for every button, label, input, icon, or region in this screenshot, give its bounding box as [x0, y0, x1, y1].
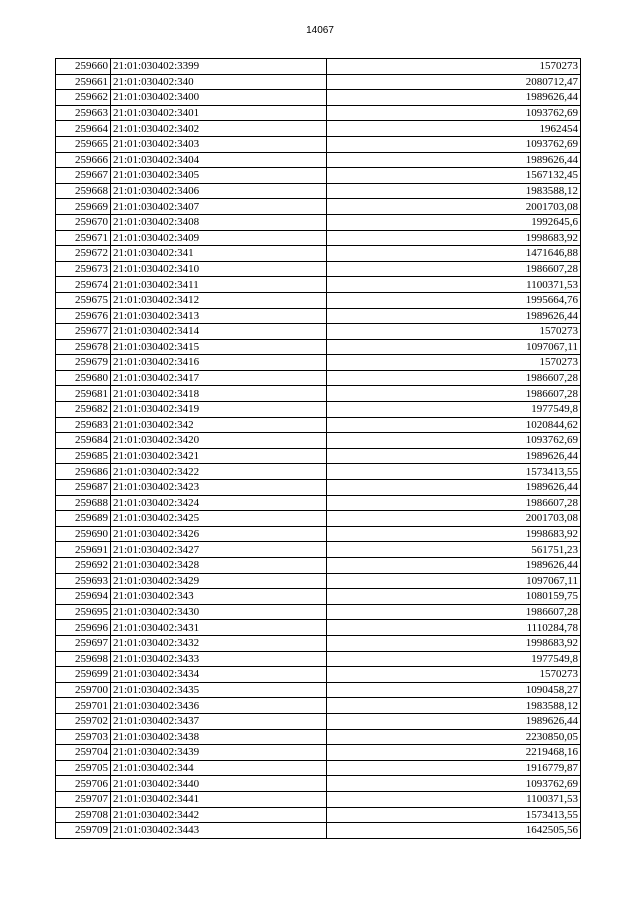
table-row — [56, 667, 581, 683]
cadastral-number-cell: 21:01:030402:3414 — [111, 324, 327, 340]
table-row — [56, 651, 581, 667]
row-id-cell: 259664 — [56, 121, 111, 137]
cadastral-number-cell: 21:01:030402:3436 — [111, 698, 327, 714]
cadastral-value-cell: 1977549,8 — [327, 402, 581, 418]
row-id-cell: 259704 — [56, 745, 111, 761]
cadastral-value-cell: 1995664,76 — [327, 292, 581, 308]
cadastral-number-cell: 21:01:030402:3430 — [111, 604, 327, 620]
row-id-cell: 259660 — [56, 59, 111, 75]
row-id-cell: 259668 — [56, 183, 111, 199]
cadastral-value-cell: 1977549,8 — [327, 651, 581, 667]
cadastral-value-cell: 1093762,69 — [327, 776, 581, 792]
table-row — [56, 90, 581, 106]
table-row — [56, 386, 581, 402]
cadastral-value-cell: 1983588,12 — [327, 183, 581, 199]
cadastral-value-cell: 2001703,08 — [327, 199, 581, 215]
cadastral-number-cell: 21:01:030402:340 — [111, 74, 327, 90]
cadastral-number-cell: 21:01:030402:3443 — [111, 823, 327, 839]
cadastral-value-cell: 1090458,27 — [327, 682, 581, 698]
cadastral-number-cell: 21:01:030402:3439 — [111, 745, 327, 761]
cadastral-value-cell: 1992645,6 — [327, 214, 581, 230]
cadastral-number-cell: 21:01:030402:3404 — [111, 152, 327, 168]
cadastral-value-cell: 1983588,12 — [327, 698, 581, 714]
cadastral-number-cell: 21:01:030402:3410 — [111, 261, 327, 277]
cadastral-value-cell: 1570273 — [327, 355, 581, 371]
row-id-cell: 259663 — [56, 105, 111, 121]
row-id-cell: 259672 — [56, 246, 111, 262]
cadastral-number-cell: 21:01:030402:3421 — [111, 448, 327, 464]
cadastral-number-cell: 21:01:030402:3429 — [111, 573, 327, 589]
row-id-cell: 259677 — [56, 324, 111, 340]
row-id-cell: 259709 — [56, 823, 111, 839]
table-row — [56, 355, 581, 371]
row-id-cell: 259682 — [56, 402, 111, 418]
cadastral-value-cell: 1567132,45 — [327, 168, 581, 184]
table-row — [56, 199, 581, 215]
row-id-cell: 259695 — [56, 604, 111, 620]
cadastral-value-cell: 1573413,55 — [327, 464, 581, 480]
cadastral-number-cell: 21:01:030402:3405 — [111, 168, 327, 184]
table-row — [56, 183, 581, 199]
table-row — [56, 745, 581, 761]
row-id-cell: 259675 — [56, 292, 111, 308]
table-row — [56, 214, 581, 230]
cadastral-value-cell: 1093762,69 — [327, 105, 581, 121]
cadastral-number-cell: 21:01:030402:3418 — [111, 386, 327, 402]
table-row — [56, 370, 581, 386]
cadastral-value-cell: 1100371,53 — [327, 791, 581, 807]
cadastral-number-cell: 21:01:030402:3425 — [111, 511, 327, 527]
row-id-cell: 259686 — [56, 464, 111, 480]
table-row — [56, 729, 581, 745]
row-id-cell: 259661 — [56, 74, 111, 90]
table-row — [56, 791, 581, 807]
cadastral-number-cell: 21:01:030402:3433 — [111, 651, 327, 667]
table-row — [56, 589, 581, 605]
table-row — [56, 277, 581, 293]
table-row — [56, 417, 581, 433]
cadastral-number-cell: 21:01:030402:3408 — [111, 214, 327, 230]
cadastral-number-cell: 21:01:030402:3426 — [111, 526, 327, 542]
cadastral-number-cell: 21:01:030402:3442 — [111, 807, 327, 823]
table-row — [56, 402, 581, 418]
row-id-cell: 259676 — [56, 308, 111, 324]
cadastral-number-cell: 21:01:030402:3441 — [111, 791, 327, 807]
table-row — [56, 433, 581, 449]
cadastral-value-cell: 1998683,92 — [327, 526, 581, 542]
cadastral-value-cell: 1097067,11 — [327, 573, 581, 589]
table-row — [56, 573, 581, 589]
table-row — [56, 105, 581, 121]
row-id-cell: 259683 — [56, 417, 111, 433]
table-row — [56, 448, 581, 464]
cadastral-value-cell: 1986607,28 — [327, 261, 581, 277]
row-id-cell: 259673 — [56, 261, 111, 277]
table-row — [56, 59, 581, 75]
cadastral-number-cell: 21:01:030402:3406 — [111, 183, 327, 199]
cadastral-number-cell: 21:01:030402:342 — [111, 417, 327, 433]
row-id-cell: 259662 — [56, 90, 111, 106]
cadastral-value-cell: 1642505,56 — [327, 823, 581, 839]
table-row — [56, 698, 581, 714]
table-row — [56, 308, 581, 324]
table-row — [56, 495, 581, 511]
cadastral-value-cell: 1989626,44 — [327, 558, 581, 574]
row-id-cell: 259670 — [56, 214, 111, 230]
cadastral-value-cell: 1093762,69 — [327, 136, 581, 152]
cadastral-value-cell: 1986607,28 — [327, 386, 581, 402]
row-id-cell: 259680 — [56, 370, 111, 386]
cadastral-value-cell: 1916779,87 — [327, 760, 581, 776]
cadastral-value-cell: 2080712,47 — [327, 74, 581, 90]
cadastral-value-cell: 1097067,11 — [327, 339, 581, 355]
cadastral-value-cell: 1989626,44 — [327, 713, 581, 729]
row-id-cell: 259691 — [56, 542, 111, 558]
cadastral-value-cell: 1998683,92 — [327, 635, 581, 651]
row-id-cell: 259703 — [56, 729, 111, 745]
cadastral-number-cell: 21:01:030402:3409 — [111, 230, 327, 246]
cadastral-value-cell: 1986607,28 — [327, 604, 581, 620]
cadastral-number-cell: 21:01:030402:3400 — [111, 90, 327, 106]
table-row — [56, 604, 581, 620]
cadastral-number-cell: 21:01:030402:3419 — [111, 402, 327, 418]
table-row — [56, 339, 581, 355]
table-row — [56, 682, 581, 698]
cadastral-value-cell: 1989626,44 — [327, 90, 581, 106]
cadastral-value-cell: 1989626,44 — [327, 448, 581, 464]
cadastral-number-cell: 21:01:030402:3399 — [111, 59, 327, 75]
cadastral-value-cell: 561751,23 — [327, 542, 581, 558]
cadastral-number-cell: 21:01:030402:3415 — [111, 339, 327, 355]
row-id-cell: 259705 — [56, 760, 111, 776]
table-row — [56, 168, 581, 184]
row-id-cell: 259701 — [56, 698, 111, 714]
cadastral-number-cell: 21:01:030402:3428 — [111, 558, 327, 574]
row-id-cell: 259699 — [56, 667, 111, 683]
cadastral-number-cell: 21:01:030402:343 — [111, 589, 327, 605]
cadastral-number-cell: 21:01:030402:3416 — [111, 355, 327, 371]
row-id-cell: 259665 — [56, 136, 111, 152]
cadastral-number-cell: 21:01:030402:3407 — [111, 199, 327, 215]
cadastral-value-cell: 2219468,16 — [327, 745, 581, 761]
cadastral-number-cell: 21:01:030402:3431 — [111, 620, 327, 636]
table-row — [56, 713, 581, 729]
cadastral-number-cell: 21:01:030402:3432 — [111, 635, 327, 651]
cadastral-number-cell: 21:01:030402:3437 — [111, 713, 327, 729]
table-row — [56, 152, 581, 168]
row-id-cell: 259698 — [56, 651, 111, 667]
row-id-cell: 259707 — [56, 791, 111, 807]
cadastral-number-cell: 21:01:030402:3422 — [111, 464, 327, 480]
cadastral-value-cell: 1573413,55 — [327, 807, 581, 823]
cadastral-number-cell: 21:01:030402:3438 — [111, 729, 327, 745]
table-row — [56, 807, 581, 823]
table-row — [56, 526, 581, 542]
cadastral-value-cell: 1110284,78 — [327, 620, 581, 636]
table-row — [56, 74, 581, 90]
cadastral-value-cell: 1471646,88 — [327, 246, 581, 262]
cadastral-value-cell: 1570273 — [327, 59, 581, 75]
table-row — [56, 776, 581, 792]
cadastral-number-cell: 21:01:030402:3403 — [111, 136, 327, 152]
row-id-cell: 259702 — [56, 713, 111, 729]
table-row — [56, 620, 581, 636]
cadastral-number-cell: 21:01:030402:3427 — [111, 542, 327, 558]
table-row — [56, 464, 581, 480]
cadastral-value-cell: 1100371,53 — [327, 277, 581, 293]
row-id-cell: 259706 — [56, 776, 111, 792]
cadastral-number-cell: 21:01:030402:3440 — [111, 776, 327, 792]
row-id-cell: 259700 — [56, 682, 111, 698]
table-row — [56, 324, 581, 340]
cadastral-number-cell: 21:01:030402:3435 — [111, 682, 327, 698]
table-row — [56, 635, 581, 651]
table-row — [56, 760, 581, 776]
cadastral-value-cell: 1989626,44 — [327, 152, 581, 168]
cadastral-value-cell: 2001703,08 — [327, 511, 581, 527]
page-number: 14067 — [306, 25, 334, 36]
row-id-cell: 259669 — [56, 199, 111, 215]
cadastral-number-cell: 21:01:030402:3411 — [111, 277, 327, 293]
row-id-cell: 259694 — [56, 589, 111, 605]
cadastral-number-cell: 21:01:030402:3417 — [111, 370, 327, 386]
table-row — [56, 246, 581, 262]
cadastral-value-cell: 1962454 — [327, 121, 581, 137]
cadastral-value-cell: 1570273 — [327, 324, 581, 340]
cadastral-number-cell: 21:01:030402:3413 — [111, 308, 327, 324]
row-id-cell: 259678 — [56, 339, 111, 355]
cadastral-value-cell: 1080159,75 — [327, 589, 581, 605]
row-id-cell: 259689 — [56, 511, 111, 527]
cadastral-number-cell: 21:01:030402:3424 — [111, 495, 327, 511]
row-id-cell: 259666 — [56, 152, 111, 168]
row-id-cell: 259679 — [56, 355, 111, 371]
row-id-cell: 259693 — [56, 573, 111, 589]
table-row — [56, 480, 581, 496]
cadastral-value-cell: 1986607,28 — [327, 495, 581, 511]
table-row — [56, 136, 581, 152]
row-id-cell: 259667 — [56, 168, 111, 184]
cadastral-value-cell: 1989626,44 — [327, 308, 581, 324]
table-row — [56, 121, 581, 137]
cadastral-number-cell: 21:01:030402:3423 — [111, 480, 327, 496]
row-id-cell: 259671 — [56, 230, 111, 246]
row-id-cell: 259687 — [56, 480, 111, 496]
row-id-cell: 259708 — [56, 807, 111, 823]
row-id-cell: 259697 — [56, 635, 111, 651]
cadastral-number-cell: 21:01:030402:3434 — [111, 667, 327, 683]
row-id-cell: 259685 — [56, 448, 111, 464]
cadastral-number-cell: 21:01:030402:3420 — [111, 433, 327, 449]
table-body — [56, 59, 581, 839]
cadastral-value-table — [55, 58, 581, 839]
table-row — [56, 261, 581, 277]
cadastral-value-cell: 1570273 — [327, 667, 581, 683]
cadastral-value-cell: 1986607,28 — [327, 370, 581, 386]
table-row — [56, 823, 581, 839]
cadastral-number-cell: 21:01:030402:3412 — [111, 292, 327, 308]
cadastral-number-cell: 21:01:030402:341 — [111, 246, 327, 262]
cadastral-number-cell: 21:01:030402:3402 — [111, 121, 327, 137]
cadastral-value-cell: 1998683,92 — [327, 230, 581, 246]
row-id-cell: 259690 — [56, 526, 111, 542]
row-id-cell: 259681 — [56, 386, 111, 402]
row-id-cell: 259696 — [56, 620, 111, 636]
table-row — [56, 511, 581, 527]
cadastral-value-cell: 1989626,44 — [327, 480, 581, 496]
row-id-cell: 259684 — [56, 433, 111, 449]
cadastral-number-cell: 21:01:030402:3401 — [111, 105, 327, 121]
table-row — [56, 558, 581, 574]
cadastral-value-cell: 1093762,69 — [327, 433, 581, 449]
table-row — [56, 292, 581, 308]
table-row — [56, 542, 581, 558]
row-id-cell: 259692 — [56, 558, 111, 574]
cadastral-value-cell: 1020844,62 — [327, 417, 581, 433]
cadastral-number-cell: 21:01:030402:344 — [111, 760, 327, 776]
row-id-cell: 259688 — [56, 495, 111, 511]
row-id-cell: 259674 — [56, 277, 111, 293]
cadastral-value-cell: 2230850,05 — [327, 729, 581, 745]
table-row — [56, 230, 581, 246]
